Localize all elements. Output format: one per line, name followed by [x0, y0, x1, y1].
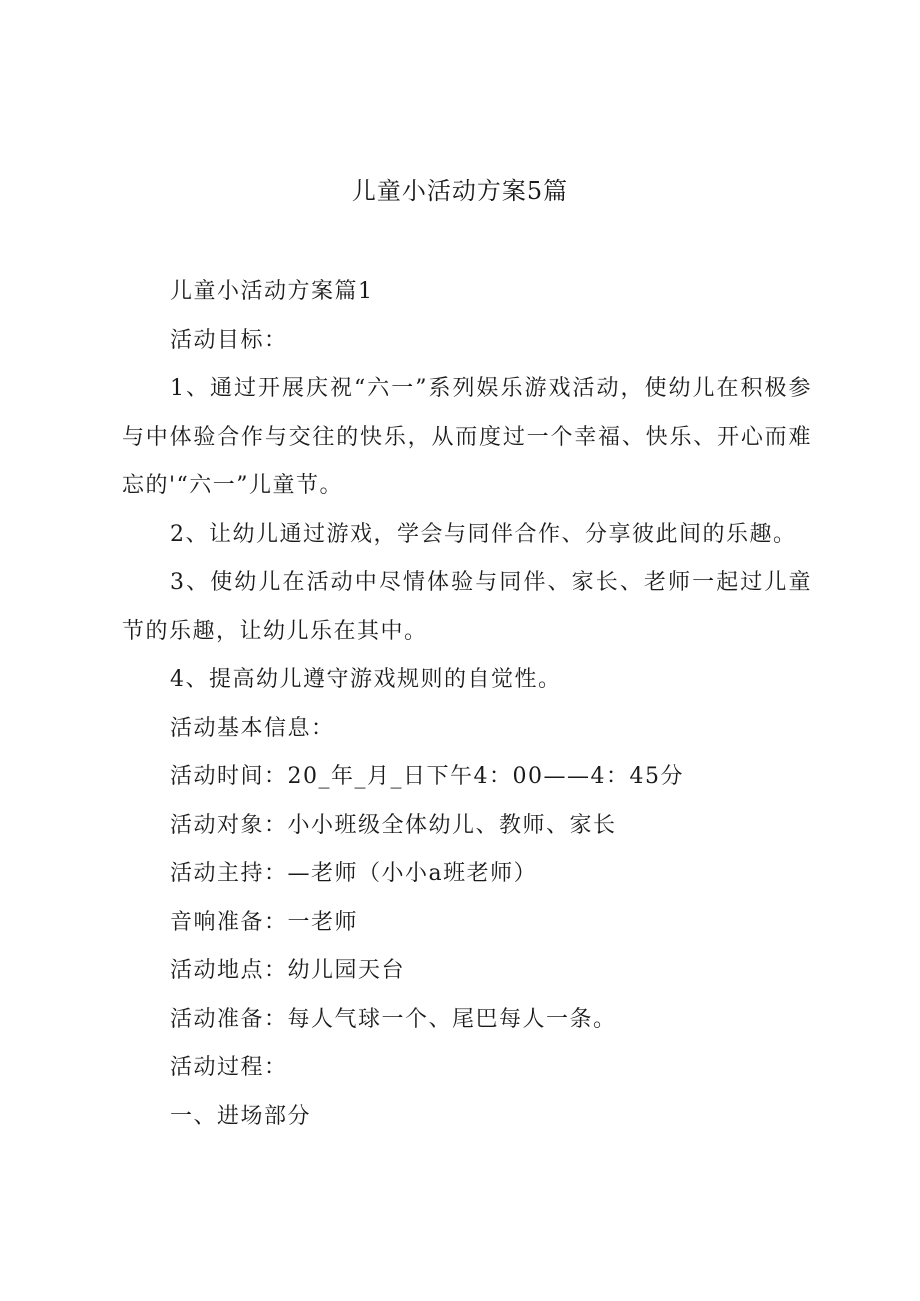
goal-item-2: 2、让幼儿通过游戏，学会与同伴合作、分享彼此间的乐趣。 — [170, 521, 797, 547]
goal-item-3: 3、使幼儿在活动中尽情体验与同伴、家长、老师一起过儿童节的乐趣，让幼儿乐在其中。 — [122, 570, 812, 644]
info-preparation: 活动准备：每人气球一个、尾巴每人一条。 — [170, 1006, 617, 1032]
info-audio: 音响准备：一老师 — [170, 909, 359, 935]
info-location: 活动地点：幼儿园天台 — [170, 958, 406, 983]
section-heading: 儿童小活动方案篇1 — [170, 279, 374, 304]
document-body — [122, 268, 812, 1141]
process-step-1: 一、进场部分 — [170, 1103, 312, 1129]
goal-item-4: 4、提高幼儿遵守游戏规则的自觉性。 — [170, 667, 562, 692]
info-audience: 活动对象：小小班级全体幼儿、教师、家长 — [170, 812, 617, 838]
document-title: 儿童小活动方案5篇 — [351, 177, 569, 205]
goals-heading: 活动目标： — [170, 327, 288, 353]
process-heading: 活动过程： — [170, 1055, 288, 1080]
goal-item-1: 1、通过开展庆祝“六一”系列娱乐游戏活动，使幼儿在积极参与中体验合作与交往的快乐，从而度过一个幸福、快乐、开心而难忘的'“六一”儿童节。 — [122, 376, 812, 498]
info-time: 活动时间：20_年_月_日下午4：00——4：45分 — [170, 764, 684, 789]
basic-info-heading: 活动基本信息： — [170, 715, 335, 741]
info-host: 活动主持：—老师（小小a班老师） — [170, 861, 538, 886]
